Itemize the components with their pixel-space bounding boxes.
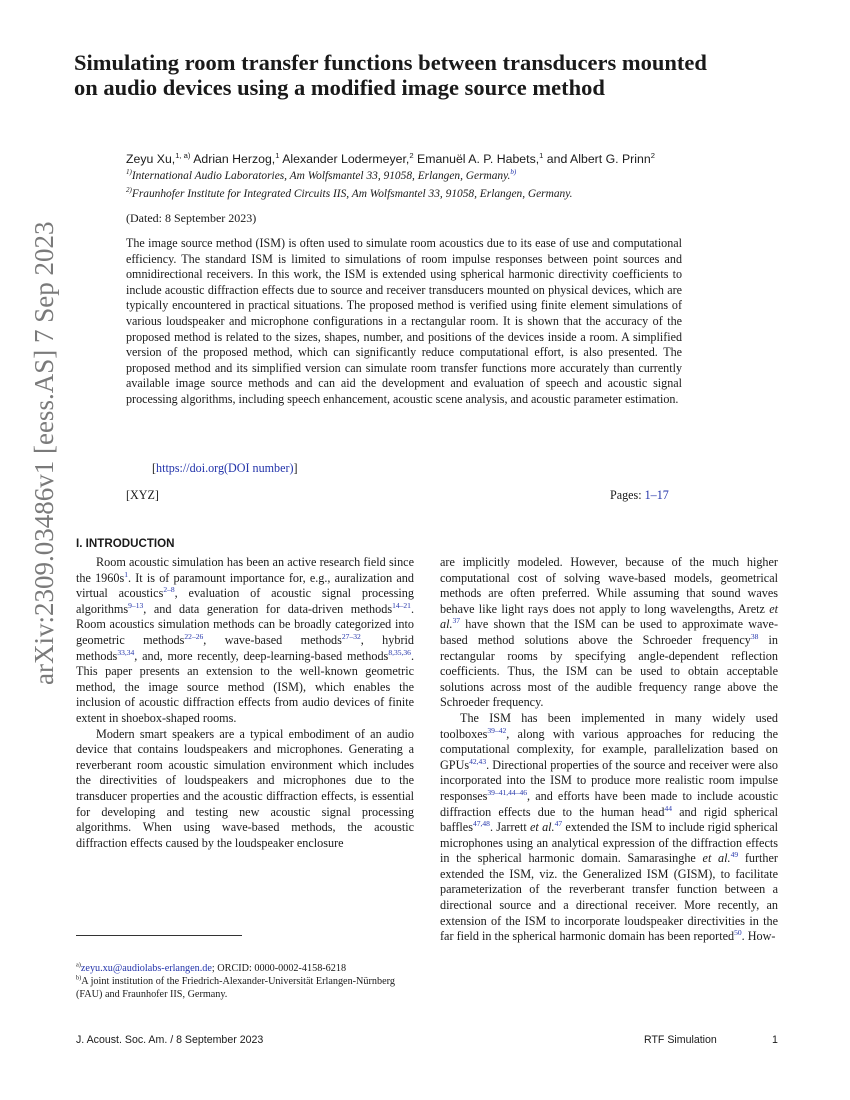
body-paragraph bbox=[440, 555, 778, 711]
citation-link[interactable]: 39–41,44–46 bbox=[487, 787, 528, 797]
citation-link[interactable]: 22–26 bbox=[184, 631, 204, 641]
affiliation-1-text: International Audio Laboratories, Am Wolfsmantel 33, 91058, Erlangen, Germany. bbox=[131, 170, 511, 182]
section-heading-introduction: I. INTRODUCTION bbox=[76, 537, 175, 550]
citation-link[interactable]: 42,43 bbox=[469, 756, 487, 766]
text-run: Modern smart speakers are a typical embodiment of an audio device that contains loudspeakers and microphones. Generating a reverberant room acoustic simulation environment which includes the directivities of loudspeakers and microphones due to the transducer properties and the acoustic diffraction effects, is essential for developing and testing new acoustic signal processing algorithms. When using wave-based methods, the acoustic diffraction effects caused by the loudspeaker enclosure bbox=[76, 726, 414, 850]
page-range-link[interactable]: 1–17 bbox=[644, 488, 669, 502]
author-email-link[interactable]: zeyu.xu@audiolabs-erlangen.de bbox=[80, 963, 212, 974]
doi-link[interactable]: https://doi.org(DOI number) bbox=[156, 461, 294, 475]
citation-link[interactable]: 44 bbox=[664, 803, 672, 813]
text-run: have shown that the ISM can be used to approximate wave-based method solutions above the Schroeder frequency bbox=[440, 617, 778, 647]
citation-link[interactable]: 8,35,36 bbox=[388, 647, 411, 657]
author-affiliation-mark: 2 bbox=[409, 150, 414, 160]
citation-link[interactable]: 27–32 bbox=[341, 631, 361, 641]
citation-link[interactable]: 14–21 bbox=[392, 600, 411, 610]
author-name: Alexander Lodermeyer, bbox=[279, 152, 410, 166]
citation-link[interactable]: 33,34 bbox=[117, 647, 135, 657]
author-affiliation-mark: 2 bbox=[650, 150, 655, 160]
page-range bbox=[610, 488, 669, 503]
text-run: , hybrid methods bbox=[76, 632, 414, 663]
body-paragraph bbox=[76, 727, 414, 852]
affiliation-1-footnote-link[interactable]: b) bbox=[510, 168, 517, 177]
text-run: in rectangular rooms by specifying angle-dependent reflection coefficients. Thus, the ISM can be used to obtain acceptable solutions across most of the audible frequency range above the Schroeder frequency. bbox=[440, 632, 778, 710]
citation-link[interactable]: 50 bbox=[734, 928, 742, 938]
text-run: . Jarrett bbox=[489, 820, 530, 835]
footnote-a bbox=[76, 963, 416, 976]
text-run: and rigid spherical baffles bbox=[440, 804, 778, 835]
text-run: , and data generation for data-driven methods bbox=[143, 601, 393, 616]
affiliation-2 bbox=[126, 188, 573, 200]
italic-text: et al. bbox=[702, 851, 731, 866]
doi-line bbox=[152, 461, 298, 476]
footnote-a-orcid: ; ORCID: 0000-0002-4158-6218 bbox=[211, 963, 347, 974]
text-run: Room acoustic simulation has been an active research field since the 1960s bbox=[76, 555, 414, 585]
citation-link[interactable]: 49 bbox=[730, 850, 739, 860]
text-run: . Directional properties of the source and receiver were also incorporated into the ISM to produce more realistic room impulse responses bbox=[440, 757, 778, 803]
affiliation-1 bbox=[126, 170, 516, 182]
text-run: . How- bbox=[741, 929, 776, 944]
text-run: extended the ISM to include rigid spherical microphones using an analytical expression of the diffraction effects in the spherical harmonic domain. Samarasinghe bbox=[440, 820, 779, 866]
text-run: The ISM has been implemented in many widely used toolboxes bbox=[440, 710, 778, 741]
abstract: The image source method (ISM) is often used to simulate room acoustics due to its ease of use and computational efficiency. The standard ISM is limited to simulations of room impulse responses between point sources and omnidirectional receivers. In this work, the ISM is extended using spherical harmonic directivity coefficients to include acoustic diffraction effects due to source and receiver transducers mounted on physical devices, which are typically encountered in practical situations. The proposed method is verified using finite element simulations of various loudspeaker and microphone configurations in a rectangular room. It is shown that the accuracy of the proposed method is related to the sizes, shapes, number, and positions of the devices inside a room. A simplified version of the proposed method, which can significantly reduce computational effort, is also presented. The proposed method and its simplified version can simulate room transfer functions more accurately than currently available image source methods and can aid the development and evaluation of speech and acoustic signal processing algorithms, including speech enhancement, acoustic scene analysis, and acoustic parameter estimation. bbox=[126, 236, 682, 406]
doi-bracket-close: ] bbox=[293, 461, 298, 475]
body-column-right bbox=[440, 555, 778, 945]
footnote-b-text: A joint institution of the Friedrich-Alexander-Universität Erlangen-Nürnberg (FAU) and Fraunhofer IIS, Germany. bbox=[76, 976, 395, 1000]
text-run: further extended the ISM, viz. the Generalized ISM (GISM), to facilitate parameterization of the reverberant transfer function between a directional source and a directional receiver. More recently, an extension of the ISM to incorporate loudspeaker directivities in the far field in the spherical harmonic domain has been reported bbox=[440, 851, 778, 944]
text-run: , evaluation of acoustic signal processing algorithms bbox=[76, 586, 414, 616]
affiliation-2-mark: 2) bbox=[126, 186, 132, 195]
affiliation-2-text: Fraunhofer Institute for Integrated Circuits IIS, Am Wolfsmantel 33, 91058, Erlangen, Germany. bbox=[131, 188, 573, 200]
citation-link[interactable]: 47 bbox=[554, 819, 563, 829]
body-paragraph bbox=[440, 711, 778, 945]
page-number: 1 bbox=[772, 1034, 778, 1046]
page-range-label: Pages: bbox=[610, 488, 645, 502]
citation-link[interactable]: 9–13 bbox=[128, 600, 144, 610]
footnote-a-mark: a) bbox=[76, 961, 81, 969]
text-run: , and efforts have been made to include acoustic diffraction effects due to the human head bbox=[440, 788, 778, 819]
text-run: are implicitly modeled. However, because of the much higher computational cost of solving wave-based models, geometrical methods are often preferred. While assuming that sound waves behave like light rays does not apply to long wavelengths, Aretz bbox=[440, 555, 778, 616]
affiliation-1-mark: 1) bbox=[126, 168, 132, 177]
citation-link[interactable]: 39–42 bbox=[487, 725, 507, 735]
text-run: , along with various approaches for reducing the computational complexity, for example, parallelization based on GPUs bbox=[440, 726, 778, 772]
citation-link[interactable]: 1 bbox=[124, 569, 128, 579]
author-name: Zeyu Xu, bbox=[126, 152, 176, 166]
italic-text: et al. bbox=[440, 601, 778, 632]
pacs-code: [XYZ] bbox=[126, 488, 159, 502]
citation-link[interactable]: 2–8 bbox=[163, 585, 175, 595]
text-run: , and, more recently, deep-learning-based methods bbox=[134, 648, 389, 663]
body-column-left bbox=[76, 555, 414, 851]
text-run: , wave-based methods bbox=[203, 632, 342, 647]
citation-link[interactable]: 38 bbox=[750, 631, 759, 641]
arxiv-identifier-text: arXiv:2309.03486v1 [eess.AS] 7 Sep 2023 bbox=[29, 221, 59, 685]
author-name: Emanuël A. P. Habets, bbox=[413, 152, 540, 166]
author-list bbox=[126, 152, 655, 166]
text-run: . This paper presents an extension to the well-known geometric method, the image source method (ISM), which enables the inclusion of acoustic diffraction effects from audio devices of finite extent in shoebox-shaped rooms. bbox=[76, 648, 414, 725]
footnote-b-mark: b) bbox=[76, 974, 82, 982]
italic-text: et al. bbox=[530, 820, 555, 835]
author-affiliation-mark: 1 bbox=[275, 150, 280, 160]
footer-journal-date: J. Acoust. Soc. Am. / 8 September 2023 bbox=[76, 1034, 264, 1046]
author-affiliation-mark: 1, a) bbox=[175, 150, 191, 160]
text-run: . It is of paramount importance for, e.g., auralization and virtual acoustics bbox=[76, 570, 414, 601]
paper-title: Simulating room transfer functions between transducers mounted on audio devices using a modified image source method bbox=[74, 50, 707, 100]
citation-link[interactable]: 37 bbox=[452, 616, 461, 626]
footnote-divider bbox=[76, 935, 242, 936]
footnote-b bbox=[76, 976, 416, 1001]
text-run: . Room acoustics simulation methods can be broadly categorized into geometric methods bbox=[76, 601, 414, 647]
body-paragraph bbox=[76, 555, 414, 727]
citation-link[interactable]: 47,48 bbox=[472, 819, 490, 829]
author-name: and Albert G. Prinn bbox=[543, 152, 651, 166]
author-name: Adrian Herzog, bbox=[190, 152, 276, 166]
author-affiliation-mark: 1 bbox=[539, 150, 544, 160]
doi-bracket-open: [ bbox=[152, 461, 157, 475]
date-line: (Dated: 8 September 2023) bbox=[126, 211, 257, 225]
footer-running-title: RTF Simulation bbox=[644, 1034, 717, 1046]
